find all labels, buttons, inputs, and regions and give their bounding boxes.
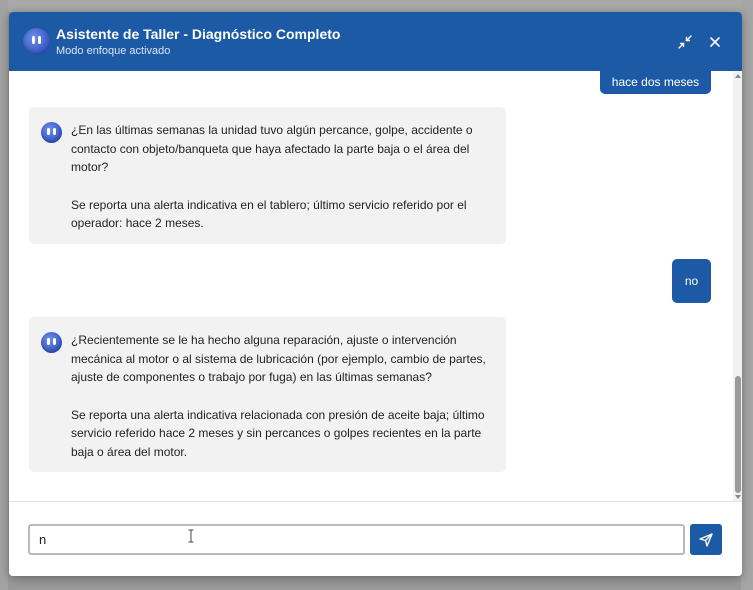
text-cursor-icon	[187, 529, 195, 543]
assistant-message	[29, 107, 506, 244]
message-composer	[9, 502, 742, 576]
send-icon	[699, 533, 713, 547]
chat-dialog	[9, 12, 742, 576]
scroll-up-arrow-icon[interactable]	[735, 74, 741, 78]
assistant-message-text	[71, 331, 491, 462]
assistant-context: Se reporta una alerta indicativa relacionada con presión de aceite baja; último servicio referido hace 2 meses y sin percances o golpes recientes en la parte baja o área del motor.	[71, 407, 485, 459]
bot-avatar-icon	[23, 28, 50, 55]
message-input[interactable]	[28, 524, 685, 555]
collapse-arrows-icon	[678, 35, 692, 49]
minimize-button[interactable]	[675, 32, 695, 52]
user-message: hace dos meses	[600, 71, 711, 94]
message-list[interactable]	[9, 71, 742, 501]
dialog-title: Asistente de Taller - Diagnóstico Completo	[56, 26, 341, 42]
scrollbar-thumb[interactable]	[735, 376, 741, 493]
scroll-down-arrow-icon[interactable]	[735, 495, 741, 499]
backdrop-right	[741, 0, 753, 590]
bot-avatar-icon	[41, 332, 62, 353]
message-scrollbar[interactable]	[733, 71, 742, 501]
bot-avatar-icon	[41, 122, 62, 143]
dialog-header	[9, 12, 742, 71]
assistant-question: ¿Recientemente se le ha hecho alguna reparación, ajuste o intervención mecánica al motor o al sistema de lubricación (por ejemplo, cambio de partes, ajuste de componentes o trabajo por fuga) en las últimas semanas?	[71, 333, 486, 385]
backdrop-left	[0, 0, 8, 590]
send-button[interactable]	[690, 524, 722, 555]
focus-mode-status: Modo enfoque activado	[56, 45, 171, 57]
backdrop-top	[0, 0, 753, 12]
user-message: no	[672, 259, 711, 303]
assistant-message-text	[71, 121, 491, 233]
assistant-message	[29, 317, 506, 472]
close-icon	[709, 36, 721, 48]
assistant-question: ¿En las últimas semanas la unidad tuvo algún percance, golpe, accidente o contacto con objeto/banqueta que haya afectado la parte baja o el área del motor?	[71, 123, 473, 175]
assistant-context: Se reporta una alerta indicativa en el tablero; último servicio referido por el operador: hace 2 meses.	[71, 197, 467, 231]
close-button[interactable]	[705, 32, 725, 52]
